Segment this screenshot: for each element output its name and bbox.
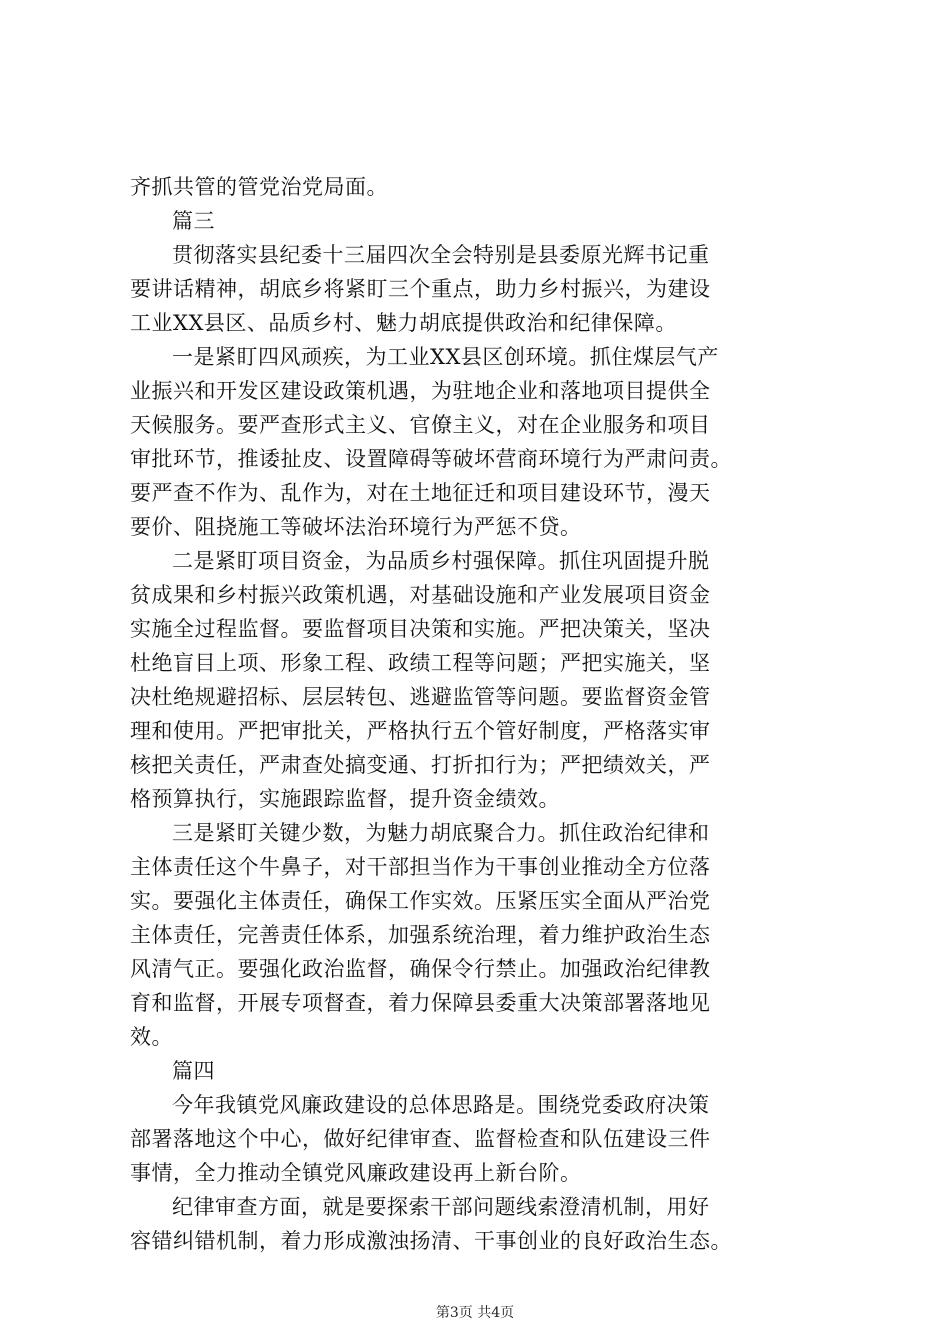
text-line: 要严查不作为、乱作为，对在土地征迁和项目建设环节，漫天 bbox=[130, 481, 711, 505]
text-line: 篇三 bbox=[172, 209, 215, 233]
text-line: 今年我镇党风廉政建设的总体思路是。围绕党委政府决策 bbox=[172, 1093, 710, 1117]
text-line: 效。 bbox=[130, 1025, 173, 1049]
text-line: 贫成果和乡村振兴政策机遇，对基础设施和产业发展项目资金 bbox=[130, 583, 711, 607]
text-line: 天候服务。要严查形式主义、官僚主义，对在企业服务和项目 bbox=[130, 413, 711, 437]
text-line: 审批环节，推诿扯皮、设置障碍等破坏营商环境行为严肃问责。 bbox=[130, 447, 732, 471]
text-line: 工业XX县区、品质乡村、魅力胡底提供政治和纪律保障。 bbox=[130, 311, 677, 335]
text-line: 贯彻落实县纪委十三届四次全会特别是县委原光辉书记重 bbox=[172, 243, 710, 267]
text-line: 格预算执行，实施跟踪监督，提升资金绩效。 bbox=[130, 787, 560, 811]
text-line: 主体责任，完善责任体系，加强系统治理，着力维护政治生态 bbox=[130, 923, 711, 947]
text-line: 业振兴和开发区建设政策机遇，为驻地企业和落地项目提供全 bbox=[130, 379, 711, 403]
text-line: 杜绝盲目上项、形象工程、政绩工程等问题；严把实施关，坚 bbox=[130, 651, 711, 675]
text-line: 篇四 bbox=[172, 1059, 215, 1083]
document-body bbox=[130, 170, 830, 1258]
text-line: 主体责任这个牛鼻子，对干部担当作为干事创业推动全方位落 bbox=[130, 855, 711, 879]
text-line: 实施全过程监督。要监督项目决策和实施。严把决策关，坚决 bbox=[130, 617, 711, 641]
text-line: 事情，全力推动全镇党风廉政建设再上新台阶。 bbox=[130, 1161, 582, 1185]
text-line: 三是紧盯关键少数，为魅力胡底聚合力。抓住政治纪律和 bbox=[172, 821, 710, 845]
text-line: 理和使用。严把审批关，严格执行五个管好制度，严格落实审 bbox=[130, 719, 711, 743]
text-line: 纪律审查方面，就是要探索干部问题线索澄清机制，用好 bbox=[172, 1195, 710, 1219]
text-line: 要讲话精神，胡底乡将紧盯三个重点，助力乡村振兴，为建设 bbox=[130, 277, 711, 301]
text-line: 一是紧盯四风顽疾，为工业XX县区创环境。抓住煤层气产 bbox=[172, 345, 719, 369]
text-line: 核把关责任，严肃查处搞变通、打折扣行为；严把绩效关，严 bbox=[130, 753, 711, 777]
text-line: 实。要强化主体责任，确保工作实效。压紧压实全面从严治党 bbox=[130, 889, 711, 913]
text-line: 风清气正。要强化政治监督，确保令行禁止。加强政治纪律教 bbox=[130, 957, 711, 981]
text-line: 容错纠错机制，着力形成激浊扬清、干事创业的良好政治生态。 bbox=[130, 1229, 732, 1253]
page-footer: 第3页 共4页 bbox=[435, 1305, 515, 1321]
text-line: 要价、阻挠施工等破坏法治环境行为严惩不贷。 bbox=[130, 515, 582, 539]
text-line: 部署落地这个中心，做好纪律审查、监督检查和队伍建设三件 bbox=[130, 1127, 711, 1151]
text-line: 二是紧盯项目资金，为品质乡村强保障。抓住巩固提升脱 bbox=[172, 549, 710, 573]
text-line: 齐抓共管的管党治党局面。 bbox=[130, 175, 388, 199]
text-line: 育和监督，开展专项督查，着力保障县委重大决策部署落地见 bbox=[130, 991, 711, 1015]
text-line: 决杜绝规避招标、层层转包、逃避监管等问题。要监督资金管 bbox=[130, 685, 711, 709]
